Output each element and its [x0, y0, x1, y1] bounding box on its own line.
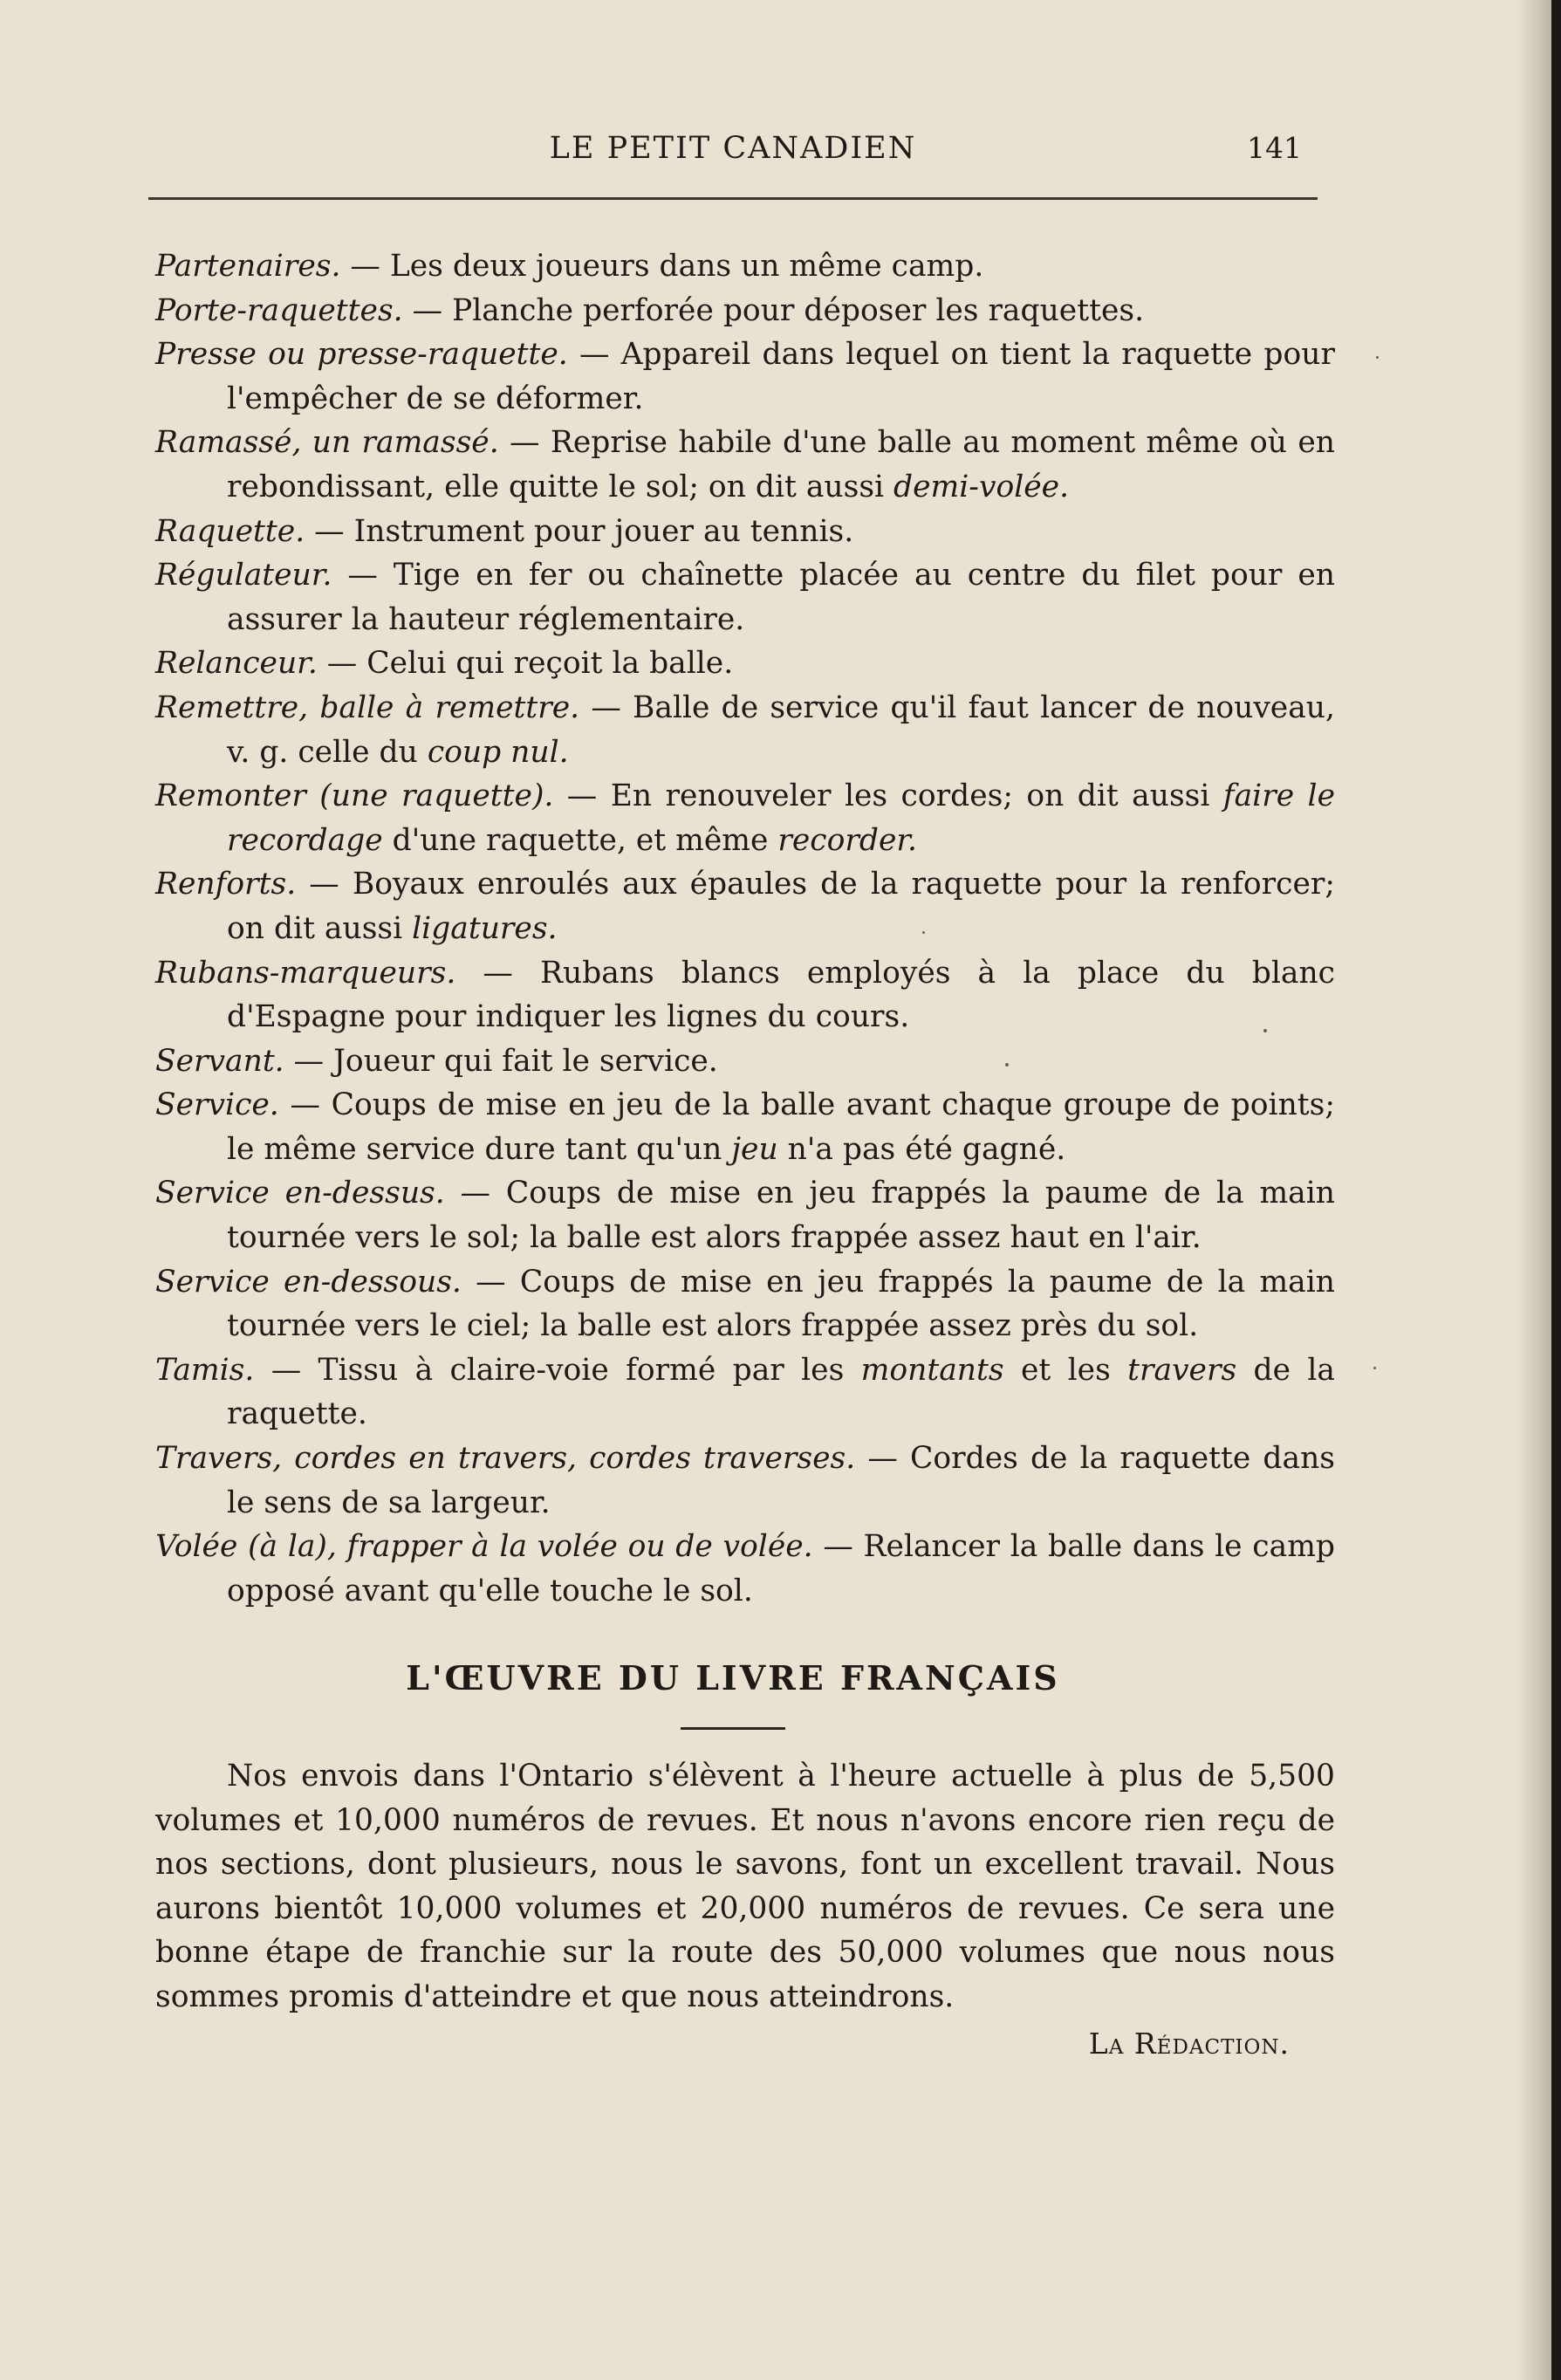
title-rule	[681, 1727, 785, 1730]
glossary-definition: — Coups de mise en jeu frappés la paume de la main tournée vers le sol; la balle est alors frappée assez haut en l'air.	[227, 1176, 1335, 1256]
glossary-definition: — Appareil dans lequel on tient la raquette pour l'empêcher de se déformer.	[227, 337, 1335, 416]
glossary-term: Servant.	[155, 1043, 284, 1079]
paper-speck	[1373, 1367, 1376, 1369]
signature: La Rédaction.	[1088, 2027, 1290, 2061]
glossary-term: recorder.	[777, 822, 918, 858]
glossary-term: Travers, cordes en travers, cordes traverses.	[155, 1441, 856, 1477]
glossary-entry	[155, 1039, 1335, 1084]
glossary-definition: — Balle de service qu'il faut lancer de nouveau, v. g. celle du	[227, 689, 1335, 770]
glossary-entry	[155, 289, 1335, 333]
glossary-entry	[155, 553, 1335, 641]
glossary-definition: et les	[1003, 1352, 1128, 1388]
glossary-definition: — Relancer la balle dans le camp opposé avant qu'elle touche le sol.	[227, 1529, 1335, 1608]
glossary-term: Service.	[155, 1087, 279, 1123]
glossary-term: ligatures.	[412, 910, 558, 946]
tennis-glossary	[155, 244, 1335, 1613]
glossary-term: Raquette.	[155, 513, 305, 549]
glossary-term: Relanceur.	[155, 646, 318, 682]
glossary-term: jeu	[731, 1131, 778, 1167]
section-paragraph: Nos envois dans l'Ontario s'élèvent à l'heure actuelle à plus de 5,500 volumes et 10,000 numéros de revues. Et nous n'avons encore rien reçu de nos sections, dont plusieurs, nous le savons, font un excellent travail. Nous aurons bientôt 10,000 volumes et 20,000 numéros de revues. Ce sera une bonne étape de franchie sur la route des 50,000 volumes que nous nous sommes promis d'atteindre et que nous atteindrons.	[155, 1759, 1335, 2014]
glossary-definition: — Coups de mise en jeu de la balle avant chaque groupe de points; le même service dure tant qu'un	[227, 1087, 1335, 1167]
header-rule	[148, 197, 1318, 200]
glossary-term: Service en-dessus.	[155, 1176, 445, 1211]
glossary-term: travers	[1127, 1352, 1237, 1388]
page-header	[148, 131, 1318, 175]
glossary-entry	[155, 1525, 1335, 1613]
glossary-definition: n'a pas été gagné.	[777, 1131, 1066, 1167]
glossary-definition: — Tige en fer ou chaînette placée au centre du filet pour en assurer la hauteur réglementaire.	[227, 558, 1335, 637]
glossary-entry	[155, 641, 1335, 686]
glossary-entry	[155, 1083, 1335, 1171]
glossary-entry	[155, 510, 1335, 554]
glossary-definition: — Rubans blancs employés à la place du blanc d'Espagne pour indiquer les lignes du cours.	[227, 955, 1335, 1035]
glossary-entry	[155, 774, 1335, 862]
paper-speck	[1263, 1029, 1267, 1032]
glossary-entry	[155, 951, 1335, 1039]
glossary-definition: d'une raquette, et même	[382, 822, 778, 858]
glossary-entry	[155, 244, 1335, 289]
glossary-term: Tamis.	[155, 1352, 255, 1388]
glossary-term: Remettre, balle à remettre.	[155, 689, 580, 725]
paper-speck	[1376, 356, 1379, 359]
glossary-term: Presse ou presse-raquette.	[155, 337, 568, 373]
running-title: LE PETIT CANADIEN	[549, 131, 917, 166]
page-number: 141	[1247, 131, 1302, 165]
glossary-definition: — Cordes de la raquette dans le sens de sa largeur.	[227, 1441, 1336, 1520]
paper-speck	[922, 931, 925, 934]
glossary-term: Ramassé, un ramassé.	[155, 425, 499, 461]
glossary-term: Volée (à la), frapper à la volée ou de volée.	[155, 1529, 813, 1565]
glossary-definition: — En renouveler les cordes; on dit aussi	[553, 778, 1223, 814]
glossary-definition: — Les deux joueurs dans un même camp.	[340, 249, 984, 284]
glossary-definition: — Reprise habile d'une balle au moment même où en rebondissant, elle quitte le sol; on dit aussi	[227, 425, 1335, 504]
glossary-term: Partenaires.	[155, 249, 341, 284]
page-edge-shadow	[1516, 0, 1551, 2380]
glossary-entry	[155, 333, 1335, 421]
glossary-entry	[155, 1171, 1335, 1259]
glossary-entry	[155, 421, 1335, 509]
glossary-term: coup nul.	[427, 734, 569, 770]
glossary-definition: — Joueur qui fait le service.	[284, 1043, 718, 1079]
glossary-definition: de la raquette.	[227, 1352, 1335, 1432]
glossary-term: demi-volée.	[893, 469, 1070, 504]
glossary-entry	[155, 1437, 1335, 1525]
glossary-definition: — Celui qui reçoit la balle.	[317, 646, 734, 682]
glossary-definition: — Tissu à claire-voie formé par les	[254, 1352, 861, 1388]
glossary-entry	[155, 1348, 1335, 1437]
glossary-definition: — Instrument pour jouer au tennis.	[305, 513, 854, 549]
glossary-definition: — Boyaux enroulés aux épaules de la raquette pour la renforcer; on dit aussi	[227, 867, 1335, 946]
glossary-definition: — Planche perforée pour déposer les raquettes.	[402, 292, 1145, 328]
paper-speck	[1005, 1063, 1009, 1067]
glossary-entry	[155, 862, 1335, 950]
glossary-term: Remonter (une raquette).	[155, 778, 554, 814]
glossary-term: Régulateur.	[155, 558, 332, 593]
glossary-term: montants	[860, 1352, 1004, 1388]
glossary-term: Renforts.	[155, 867, 297, 902]
glossary-definition: — Coups de mise en jeu frappés la paume de la main tournée vers le ciel; la balle est alors frappée assez près du sol.	[227, 1264, 1335, 1344]
section-title: L'ŒUVRE DU LIVRE FRANÇAIS	[406, 1658, 1060, 1698]
glossary-entry	[155, 1260, 1335, 1348]
glossary-term: Rubans-marqueurs.	[155, 955, 456, 991]
glossary-term: Porte-raquettes.	[155, 292, 403, 328]
glossary-term: faire le recordage	[227, 778, 1335, 858]
glossary-term: Service en-dessous.	[155, 1264, 462, 1300]
glossary-entry	[155, 686, 1335, 774]
